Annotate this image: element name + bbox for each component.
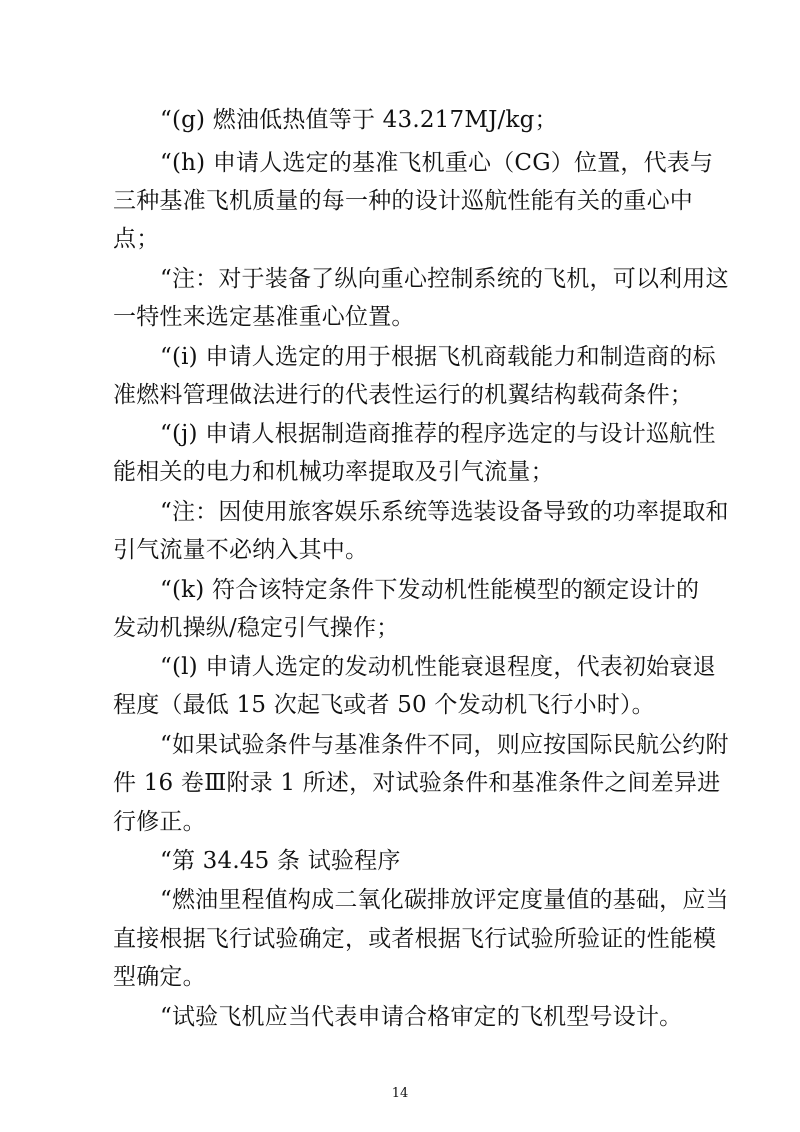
text-line: “注：对于装备了纵向重心控制系统的飞机，可以利用这 xyxy=(160,266,729,292)
text-line: 直接根据飞行试验确定，或者根据飞行试验所验证的性能模 xyxy=(113,926,717,952)
text-line: 能相关的电力和机械功率提取及引气流量； xyxy=(113,459,554,485)
text-line: “(k) 符合该特定条件下发动机性能模型的额定设计的 xyxy=(160,577,700,603)
text-line: 发动机操纵/稳定引气操作； xyxy=(113,615,400,641)
text-line: “(g) 燃油低热值等于 43.217MJ/kg； xyxy=(160,107,558,133)
text-line: 一特性来选定基准重心位置。 xyxy=(113,304,415,330)
text-line: “注：因使用旅客娱乐系统等选装设备导致的功率提取和 xyxy=(160,499,729,525)
text-line: 行修正。 xyxy=(113,809,206,835)
text-line: “如果试验条件与基准条件不同，则应按国际民航公约附 xyxy=(160,732,729,758)
text-line: “(i) 申请人选定的用于根据飞机商载能力和制造商的标 xyxy=(160,344,716,370)
text-line: 件 16 卷Ⅲ附录 1 所述，对试验条件和基准条件之间差异进 xyxy=(113,770,721,796)
text-line: “(j) 申请人根据制造商推荐的程序选定的与设计巡航性 xyxy=(160,421,716,447)
text-line: 程度（最低 15 次起飞或者 50 个发动机飞行小时）。 xyxy=(113,692,655,718)
text-line: 准燃料管理做法进行的代表性运行的机翼结构载荷条件； xyxy=(113,382,693,408)
text-line: 引气流量不必纳入其中。 xyxy=(113,537,369,563)
text-line: “第 34.45 条 试验程序 xyxy=(160,848,401,874)
text-line: 型确定。 xyxy=(113,964,206,990)
text-line: “(h) 申请人选定的基准飞机重心（CG）位置，代表与 xyxy=(160,150,714,176)
page-number: 14 xyxy=(391,1086,409,1101)
text-line: 三种基准飞机质量的每一种的设计巡航性能有关的重心中 xyxy=(113,188,693,214)
text-line: “试验飞机应当代表申请合格审定的飞机型号设计。 xyxy=(160,1004,683,1030)
text-line: 点； xyxy=(113,226,160,252)
text-line: “(l) 申请人选定的发动机性能衰退程度，代表初始衰退 xyxy=(160,654,716,680)
text-line: “燃油里程值构成二氧化碳排放评定度量值的基础，应当 xyxy=(160,887,729,913)
